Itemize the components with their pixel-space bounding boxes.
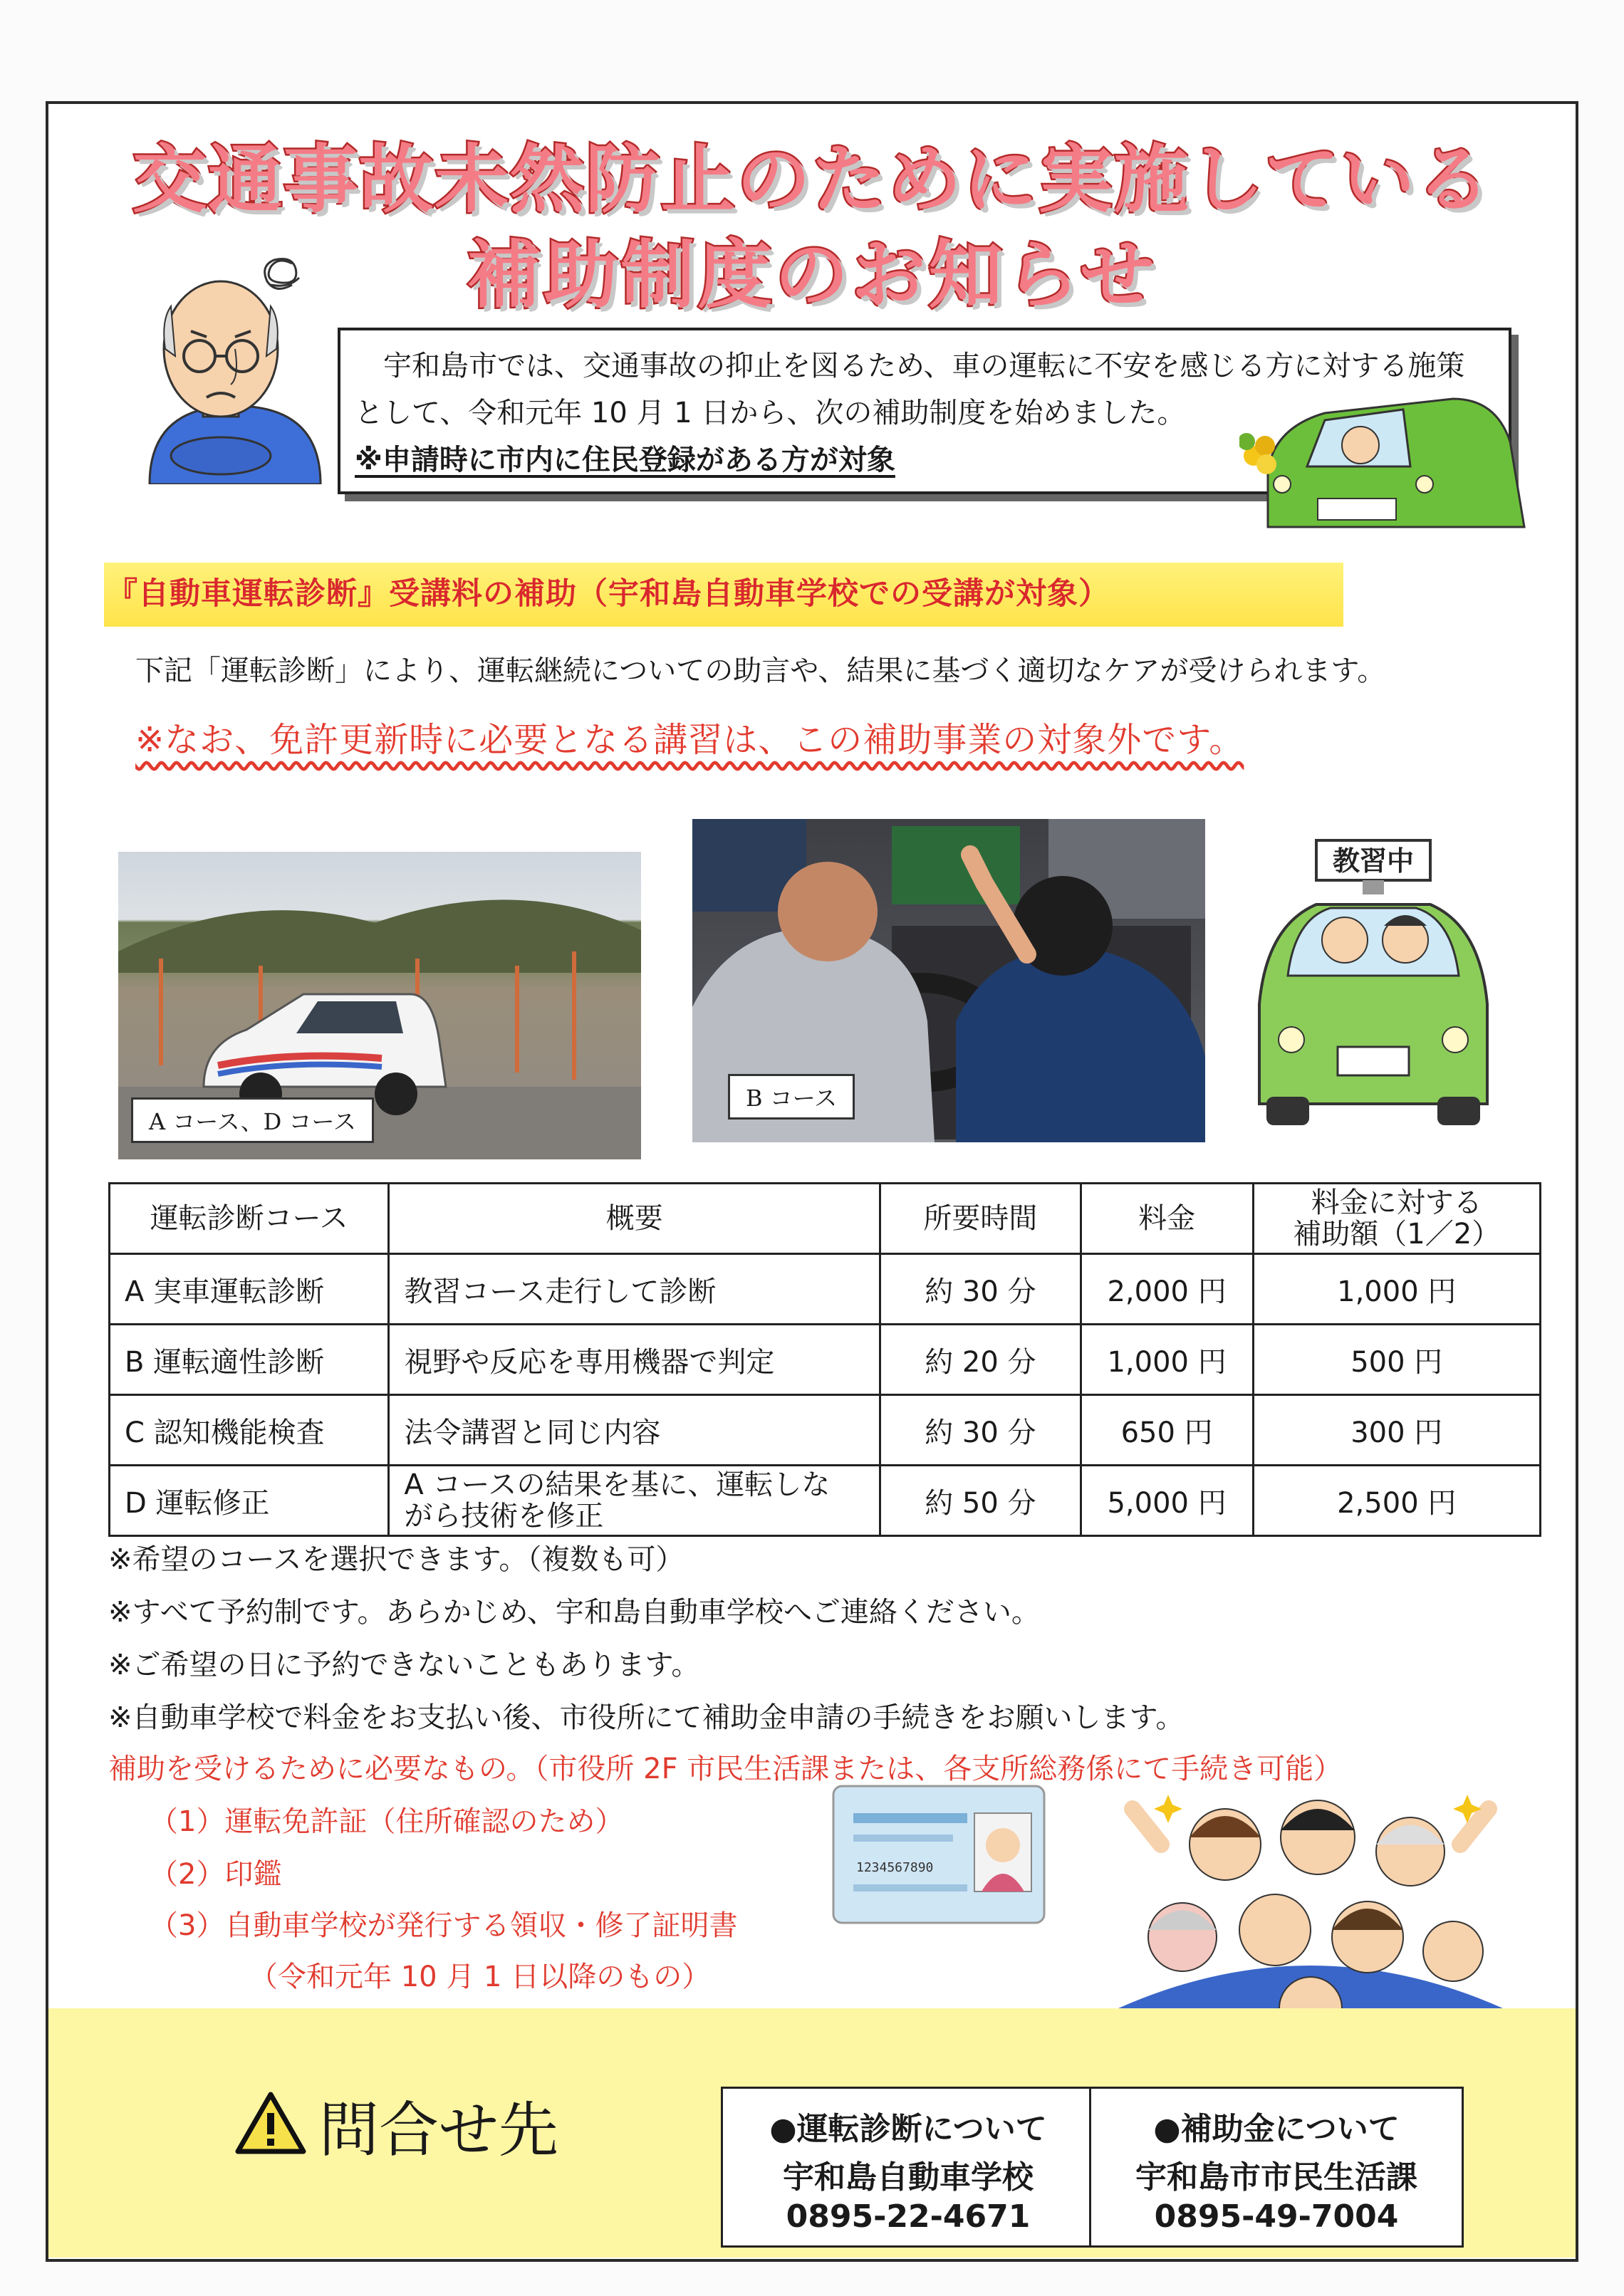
- photo-caption-a-d: A コース、D コース: [131, 1097, 374, 1143]
- course-name: B 運転適性診断: [110, 1325, 389, 1395]
- page-title-line2: 補助制度のお知らせ: [467, 231, 1157, 318]
- course-name: C 認知機能検査: [110, 1395, 389, 1466]
- contact-heading: ●補助金について: [1153, 2111, 1400, 2147]
- training-sign-text: 教習中: [1332, 845, 1415, 877]
- driving-course-photo: [118, 852, 641, 1159]
- contact-name: 宇和島自動車学校: [783, 2159, 1034, 2196]
- course-subsidy: 300 円: [1253, 1395, 1541, 1466]
- contact-phone: 0895-49-7004: [1154, 2198, 1399, 2235]
- cheering-people-illustration: [1118, 1780, 1503, 2037]
- header-subsidy-line2: 補助額（1／2）: [1293, 1218, 1501, 1251]
- course-fee: 5,000 円: [1081, 1466, 1253, 1536]
- contact-name: 宇和島市市民生活課: [1135, 2159, 1417, 2196]
- course-fee: 2,000 円: [1081, 1254, 1253, 1325]
- table-row: [110, 1395, 1541, 1466]
- section-heading: 『自動車運転診断』受講料の補助（宇和島自動車学校での受講が対象）: [107, 576, 1110, 612]
- course-fee: 650 円: [1081, 1395, 1253, 1466]
- instructor-car-illustration: [1252, 833, 1494, 1132]
- drivers-license-illustration: [832, 1785, 1046, 1924]
- requirement-item-note: （令和元年 10 月 1 日以降のもの）: [249, 1961, 711, 1993]
- header-subsidy-line1: 料金に対する: [1311, 1186, 1482, 1219]
- contact-box-city-office: [1089, 2087, 1464, 2248]
- aptitude-test-machine-photo: [692, 819, 1205, 1142]
- license-number: 1234567890: [856, 1860, 934, 1875]
- worry-scribble-icon: [265, 259, 299, 289]
- requirements-heading: 補助を受けるために必要なもの。（市役所 2F 市民生活課または、各支所総務係にて手続き可能）: [108, 1753, 1343, 1785]
- warning-icon: [235, 2090, 306, 2156]
- contact-box-driving-school: [721, 2087, 1095, 2248]
- course-fee: 1,000 円: [1081, 1325, 1253, 1395]
- intro-line1: 宇和島市では、交通事故の抑止を図るため、車の運転に不安を感じる方に対する施策: [383, 350, 1465, 382]
- note-payment: ※自動車学校で料金をお支払い後、市役所にて補助金申請の手続きをお願いします。: [108, 1701, 1185, 1734]
- course-time: 約 50 分: [880, 1466, 1081, 1536]
- elderly-driver-car-illustration: [1239, 377, 1539, 541]
- photo-caption-b: B コース: [728, 1074, 855, 1120]
- section-warning: ※なお、免許更新時に必要となる講習は、この補助事業の対象外です。: [135, 720, 1244, 760]
- course-time: 約 30 分: [880, 1395, 1081, 1466]
- course-summary-line1: A コースの結果を基に、運転しな: [404, 1468, 831, 1501]
- contact-phone: 0895-22-4671: [786, 2198, 1031, 2235]
- course-summary: 法令講習と同じ内容: [389, 1395, 880, 1466]
- note-availability: ※ご希望の日に予約できないこともあります。: [108, 1649, 700, 1681]
- requirement-item: （1）運転免許証（住所確認のため）: [150, 1805, 624, 1838]
- course-table: [108, 1182, 1541, 1537]
- header-fee: 料金: [1081, 1184, 1253, 1254]
- header-course: 運転診断コース: [110, 1184, 389, 1254]
- table-row: [110, 1254, 1541, 1325]
- note-reservation: ※すべて予約制です。あらかじめ、宇和島自動車学校へご連絡ください。: [108, 1596, 1040, 1629]
- header-summary: 概要: [389, 1184, 880, 1254]
- requirement-item: （2）印鑑: [150, 1858, 282, 1891]
- table-row: [110, 1466, 1541, 1536]
- header-subsidy: [1253, 1184, 1541, 1254]
- course-summary: [389, 1466, 880, 1536]
- senior-driver-mark-icon: [1239, 433, 1276, 474]
- course-summary: 教習コース走行して診断: [389, 1254, 880, 1325]
- intro-eligibility-note: ※申請時に市内に住民登録がある方が対象: [355, 444, 895, 476]
- note-course-selection: ※希望のコースを選択できます。（複数も可）: [108, 1543, 685, 1576]
- course-time: 約 30 分: [880, 1254, 1081, 1325]
- requirement-item: （3）自動車学校が発行する領収・修了証明書: [150, 1909, 738, 1942]
- course-subsidy: 2,500 円: [1253, 1466, 1541, 1536]
- course-summary: 視野や反応を専用機器で判定: [389, 1325, 880, 1395]
- course-name: D 運転修正: [110, 1466, 389, 1536]
- intro-line2: として、令和元年 10 月 1 日から、次の補助制度を始めました。: [355, 397, 1186, 429]
- table-header-row: [110, 1184, 1541, 1254]
- contact-heading: ●運転診断について: [769, 2111, 1047, 2147]
- course-name: A 実車運転診断: [110, 1254, 389, 1325]
- course-subsidy: 500 円: [1253, 1325, 1541, 1395]
- header-time: 所要時間: [880, 1184, 1081, 1254]
- course-summary-line2: がら技術を修正: [404, 1500, 604, 1533]
- course-time: 約 20 分: [880, 1325, 1081, 1395]
- section-description: 下記「運転診断」により、運転継続についての助言や、結果に基づく適切なケアが受けられます。: [135, 654, 1386, 687]
- contact-title: 問合せ先: [319, 2095, 559, 2165]
- worried-elderly-man-illustration: [135, 242, 335, 484]
- course-subsidy: 1,000 円: [1253, 1254, 1541, 1325]
- page-title-line1: 交通事故未然防止のために実施している: [132, 136, 1492, 223]
- table-row: [110, 1325, 1541, 1395]
